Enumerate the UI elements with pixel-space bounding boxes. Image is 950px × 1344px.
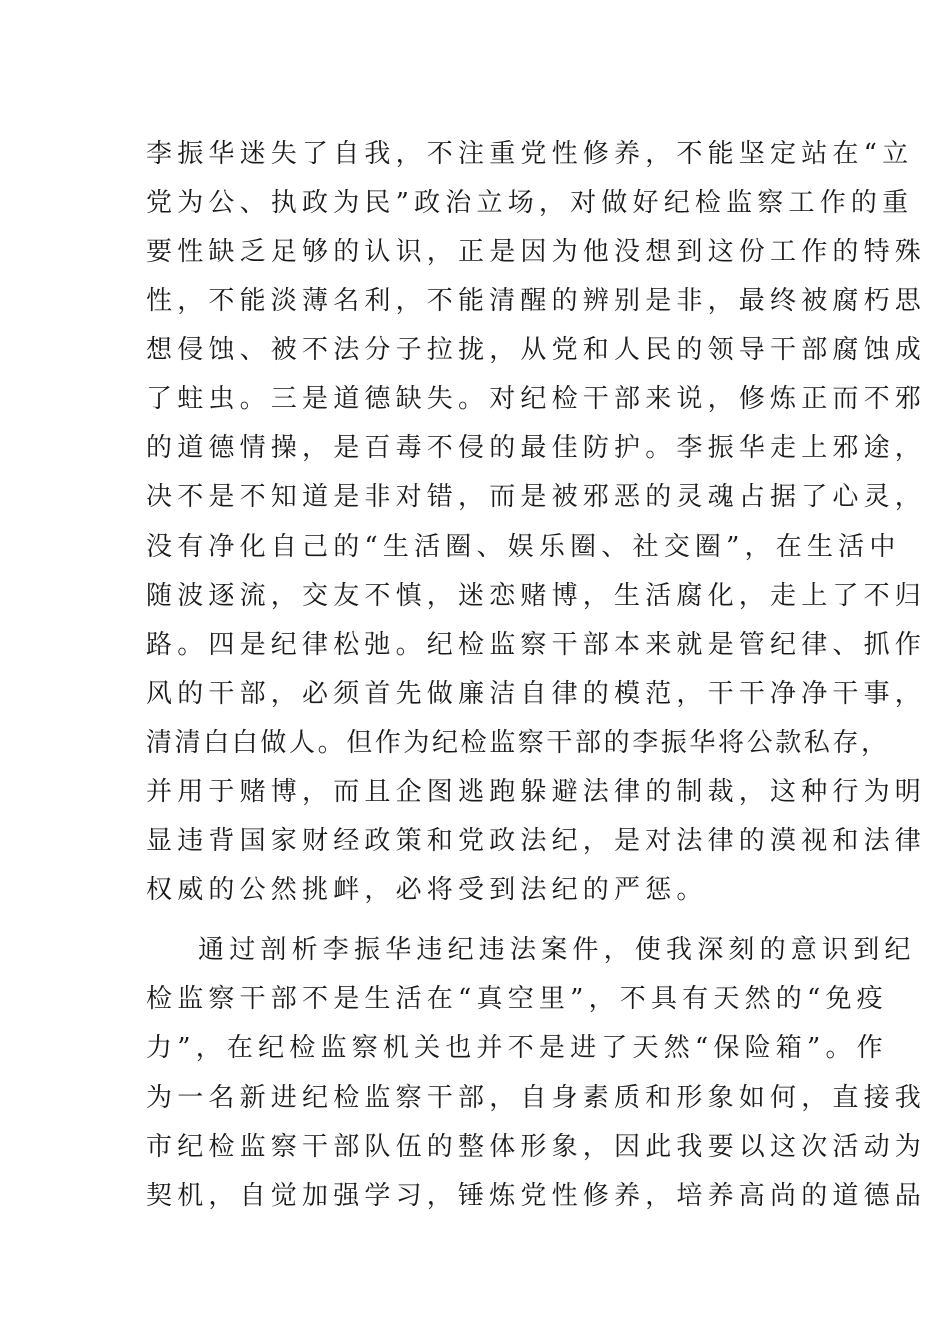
text-line: 的道德情操，是百毒不侵的最佳防护。李振华走上邪途， <box>146 433 927 463</box>
text-line: 力”，在纪检监察机关也并不是进了天然“保险箱”。作 <box>146 1033 888 1063</box>
text-line: 性，不能淡薄名利，不能清醒的辨别是非，最终被腐朽思 <box>146 286 927 316</box>
text-line: 没有净化自己的“生活圈、娱乐圈、社交圈”，在生活中 <box>146 532 901 562</box>
text-line: 李振华迷失了自我，不注重党性修养，不能坚定站在“立 <box>146 139 914 169</box>
text-line: 决不是不知道是非对错，而是被邪恶的灵魂占据了心灵， <box>146 482 927 512</box>
text-line: 权威的公然挑衅，必将受到法纪的严惩。 <box>146 875 708 905</box>
text-line: 了蛀虫。三是道德缺失。对纪检干部来说，修炼正而不邪 <box>146 384 927 414</box>
text-line: 想侵蚀、被不法分子拉拢，从党和人民的领导干部腐蚀成 <box>146 335 927 365</box>
text-line: 市纪检监察干部队伍的整体形象，因此我要以这次活动为 <box>146 1132 927 1162</box>
paragraph-first-line: 通过剖析李振华违纪违法案件，使我深刻的意识到纪 <box>198 935 916 965</box>
text-line: 显违背国家财经政策和党政法纪，是对法律的漠视和法律 <box>146 826 927 856</box>
text-line: 并用于赌博，而且企图逃跑躲避法律的制裁，这种行为明 <box>146 777 927 807</box>
text-line: 清清白白做人。但作为纪检监察干部的李振华将公款私存， <box>146 728 890 758</box>
text-line: 为一名新进纪检监察干部，自身素质和形象如何，直接我 <box>146 1083 927 1113</box>
text-line: 契机，自觉加强学习，锤炼党性修养，培养高尚的道德品 <box>146 1181 927 1211</box>
text-line: 要性缺乏足够的认识，正是因为他没想到这份工作的特殊 <box>146 237 927 267</box>
text-line: 路。四是纪律松弛。纪检监察干部本来就是管纪律、抓作 <box>146 630 927 660</box>
text-line: 随波逐流，交友不慎，迷恋赌博，生活腐化，走上了不归 <box>146 581 927 611</box>
text-line: 风的干部，必须首先做廉洁自律的模范，干干净净干事， <box>146 679 927 709</box>
text-line: 党为公、执政为民”政治立场，对做好纪检监察工作的重 <box>146 188 914 218</box>
text-line: 检监察干部不是生活在“真空里”，不具有天然的“免疫 <box>146 984 888 1014</box>
